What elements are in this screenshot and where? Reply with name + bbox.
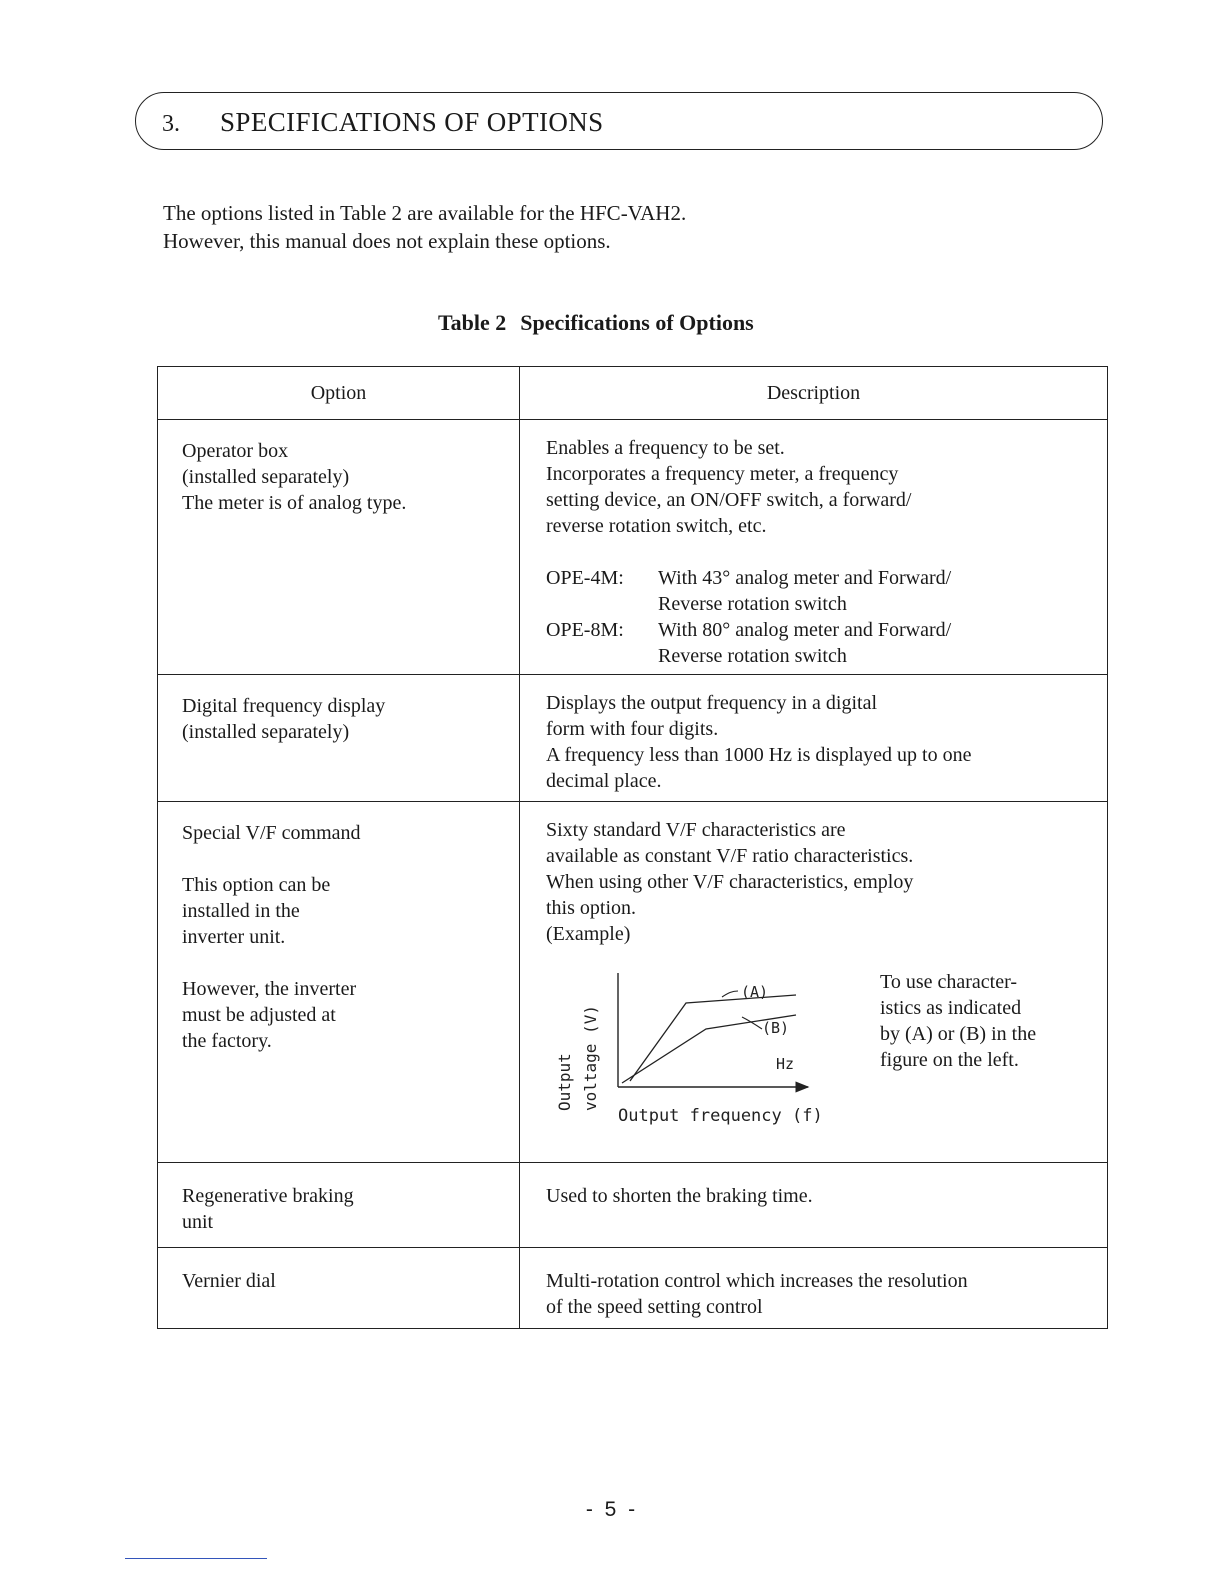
- table-row-operator-box: [158, 420, 1108, 675]
- description-line: Incorporates a frequency meter, a frequency: [546, 463, 899, 485]
- description-line: Used to shorten the braking time.: [546, 1185, 813, 1207]
- option-line: Digital frequency display: [182, 695, 386, 717]
- figure-note-line: by (A) or (B) in the: [880, 1023, 1037, 1045]
- description-cell: [520, 1163, 1107, 1209]
- description-cell: [520, 675, 1107, 794]
- option-line: (installed separately): [182, 721, 350, 743]
- section-number: 3.: [162, 111, 180, 137]
- table-row-regenerative: [158, 1163, 1108, 1248]
- model-ope-8m: [546, 617, 1097, 669]
- model-ope-4m: [546, 565, 1097, 617]
- model-line: Reverse rotation switch: [658, 645, 847, 667]
- table-row-vernier: [158, 1248, 1108, 1329]
- description-line: this option.: [546, 897, 637, 919]
- description-line: Enables a frequency to be set.: [546, 437, 785, 459]
- model-line: Reverse rotation switch: [658, 593, 847, 615]
- intro-text: [163, 199, 686, 255]
- header-option: Option: [158, 367, 520, 420]
- option-line: Special V/F command: [182, 822, 361, 844]
- description-line: A frequency less than 1000 Hz is displayed up to one: [546, 744, 972, 766]
- intro-line: However, this manual does not explain these options.: [163, 229, 611, 253]
- model-line: With 80° analog meter and Forward/: [658, 619, 952, 641]
- vf-diagram: [546, 969, 876, 1129]
- table-title: [438, 310, 754, 336]
- description-line: When using other V/F characteristics, employ: [546, 871, 914, 893]
- description-line: form with four digits.: [546, 718, 719, 740]
- option-line: The meter is of analog type.: [182, 492, 407, 514]
- option-cell: [158, 420, 519, 516]
- description-line: (Example): [546, 923, 631, 945]
- ylabel-output: Output: [555, 1053, 574, 1111]
- table-caption: Specifications of Options: [520, 310, 754, 335]
- description-line: Displays the output frequency in a digital: [546, 692, 878, 714]
- model-line: With 43° analog meter and Forward/: [658, 567, 952, 589]
- option-cell: [158, 675, 519, 745]
- figure-note-line: figure on the left.: [880, 1049, 1019, 1071]
- curve-a-label: (A): [741, 983, 769, 1001]
- option-line: the factory.: [182, 1030, 272, 1052]
- leader-a: [722, 991, 738, 997]
- footer-rule: [125, 1558, 267, 1559]
- section-header: [135, 92, 1103, 150]
- option-line: inverter unit.: [182, 926, 286, 948]
- option-line: Vernier dial: [182, 1270, 276, 1292]
- description-cell: [520, 1248, 1107, 1320]
- description-line: decimal place.: [546, 770, 662, 792]
- description-cell: [520, 420, 1107, 669]
- model-name: OPE-4M:: [546, 567, 624, 589]
- option-line: must be adjusted at: [182, 1004, 336, 1026]
- option-cell: [158, 802, 519, 1054]
- description-line: of the speed setting control: [546, 1296, 763, 1318]
- table-label: Table 2: [438, 310, 507, 335]
- description-line: setting device, an ON/OFF switch, a forward/: [546, 489, 912, 511]
- model-name: OPE-8M:: [546, 619, 624, 641]
- xlabel-output-frequency: Output frequency (f): [618, 1106, 823, 1126]
- options-table: [157, 366, 1108, 1329]
- unit-hz: Hz: [776, 1055, 795, 1073]
- figure-note: [880, 969, 1090, 1073]
- table-row-digital-display: [158, 675, 1108, 802]
- ylabel-voltage: voltage (V): [581, 1005, 600, 1111]
- description-line: Sixty standard V/F characteristics are: [546, 819, 846, 841]
- figure-note-line: istics as indicated: [880, 997, 1022, 1019]
- option-line: (installed separately): [182, 466, 350, 488]
- curve-b-label: (B): [762, 1019, 790, 1037]
- figure-note-line: To use character-: [880, 971, 1018, 993]
- option-line: installed in the: [182, 900, 300, 922]
- option-line: This option can be: [182, 874, 331, 896]
- option-cell: [158, 1248, 519, 1294]
- option-line: unit: [182, 1211, 214, 1233]
- header-description: Description: [520, 367, 1108, 420]
- page-number: - 5 -: [585, 1498, 639, 1521]
- option-line: Operator box: [182, 440, 289, 462]
- option-cell: [158, 1163, 519, 1235]
- description-line: Multi-rotation control which increases the resolution: [546, 1270, 968, 1292]
- section-title: SPECIFICATIONS OF OPTIONS: [220, 107, 604, 137]
- description-line: reverse rotation switch, etc.: [546, 515, 767, 537]
- table-header-row: [158, 367, 1108, 420]
- option-line: However, the inverter: [182, 978, 357, 1000]
- vf-figure: [546, 969, 1097, 1129]
- table-row-special-vf: [158, 802, 1108, 1163]
- description-cell: [520, 802, 1107, 1129]
- option-line: Regenerative braking: [182, 1185, 354, 1207]
- curve-a: [630, 995, 796, 1081]
- intro-line: The options listed in Table 2 are available for the HFC-VAH2.: [163, 201, 687, 225]
- description-line: available as constant V/F ratio characteristics.: [546, 845, 914, 867]
